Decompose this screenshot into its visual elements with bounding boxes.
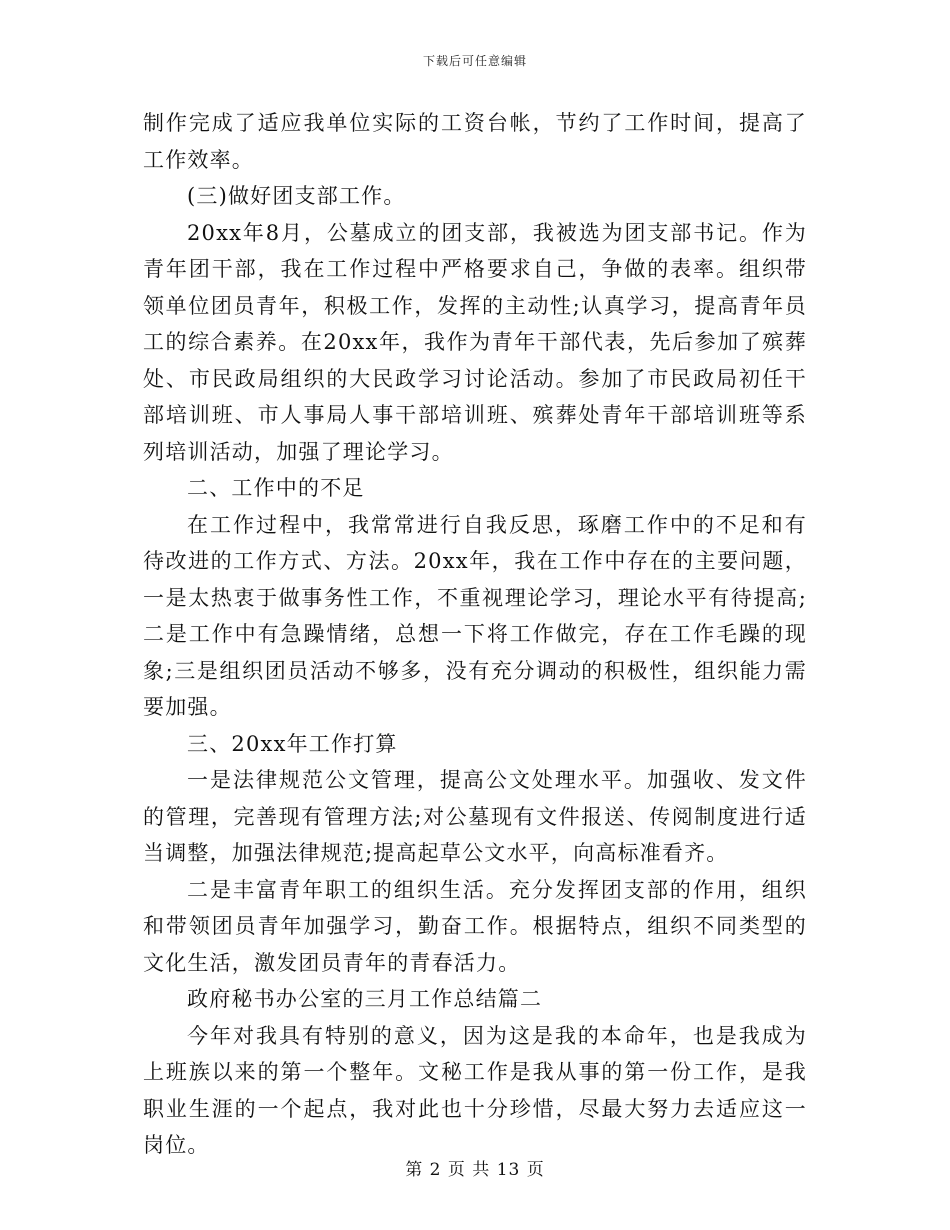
document-body: [143, 105, 807, 1164]
paragraph: 制作完成了适应我单位实际的工资台帐，节约了工作时间，提高了工作效率。: [143, 111, 807, 172]
paragraph: 20xx年8月，公墓成立的团支部，我被选为团支部书记。作为青年团干部，我在工作过程中严格要求自己，争做的表率。组织带领单位团员青年，积极工作，发挥的主动性;认真学习，提高青年员工的综合素养。在20xx年，我作为青年干部代表，先后参加了殡葬处、市民政局组织的大民政学习讨论活动。参加了市民政局初任干部培训班、市人事局人事干部培训班、殡葬处青年干部培训班等系列培训活动，加强了理论学习。: [143, 220, 807, 464]
section-heading: 二、工作中的不足: [187, 476, 365, 500]
paragraph: 今年对我具有特别的意义，因为这是我的本命年，也是我成为上班族以来的第一个整年。文秘工作是我从事的第一份工作，是我职业生涯的一个起点，我对此也十分珍惜，尽最大努力去适应这一岗位。: [143, 1023, 807, 1157]
page-number: 第 2 页 共 13 页: [405, 1160, 545, 1180]
section-heading: 政府秘书办公室的三月工作总结篇二: [187, 987, 543, 1011]
section-heading: (三)做好团支部工作。: [187, 184, 406, 208]
page-header: 下载后可任意编辑: [422, 54, 527, 68]
paragraph: 一是法律规范公文管理，提高公文处理水平。加强收、发文件的管理，完善现有管理方法;对公墓现有文件报送、传阅制度进行适当调整，加强法律规范;提高起草公文水平，向高标准看齐。: [143, 768, 807, 865]
paragraph: 在工作过程中，我常常进行自我反思，琢磨工作中的不足和有待改进的工作方式、方法。20xx年，我在工作中存在的主要问题，一是太热衷于做事务性工作，不重视理论学习，理论水平有待提高;二是工作中有急躁情绪，总想一下将工作做完，存在工作毛躁的现象;三是组织团员活动不够多，没有充分调动的积极性，组织能力需要加强。: [143, 512, 807, 719]
paragraph: 二是丰富青年职工的组织生活。充分发挥团支部的作用，组织和带领团员青年加强学习，勤奋工作。根据特点，组织不同类型的文化生活，激发团员青年的青春活力。: [143, 877, 807, 975]
section-heading: 三、20xx年工作打算: [187, 731, 398, 756]
